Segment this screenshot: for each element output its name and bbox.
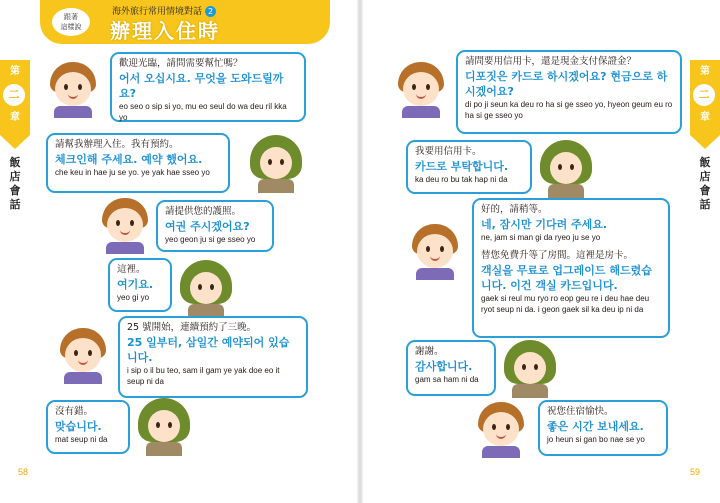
chinese-text: 替您免費升等了房間。這裡是房卡。 <box>481 250 634 261</box>
romanization-text: ne, jam si man gi da ryeo ju se yo <box>481 233 601 242</box>
clerk-avatar <box>476 402 526 458</box>
chapter-tab-left-arrow <box>0 135 30 149</box>
romanization-text: ka deu ro bu tak hap ni da <box>415 175 508 184</box>
romanization-text: jo heun si gan bo nae se yo <box>547 435 645 444</box>
romanization-text: i sip o il bu teo, sam il gam ye yak doe eo it seup ni da <box>127 366 280 386</box>
page-title: 辦理入住時 <box>110 19 220 43</box>
clerk-avatar <box>58 328 108 384</box>
clerk-avatar <box>396 62 446 118</box>
guest-avatar <box>138 398 190 456</box>
page-number-right: 59 <box>690 467 701 477</box>
clerk-avatar <box>48 62 98 118</box>
romanization-text: yeo gi yo <box>117 293 150 302</box>
korean-text: 좋은 시간 보내세요. <box>547 420 644 433</box>
romanization-text: di po ji seun ka deu ro ha si ge sseo yo, hyeon geum eu ro ha si ge sseo yo <box>465 100 673 120</box>
chinese-text: 請問要用信用卡，還是現金支付保證金？ <box>465 56 637 67</box>
chinese-text: 好的，請稍等。 <box>481 204 548 215</box>
korean-text: 카드로 부탁합니다. <box>415 160 509 173</box>
korean-text: 어서 오십시요. 무엇을 도와드릴까요? <box>119 72 284 100</box>
chinese-text: 沒有錯。 <box>55 406 94 417</box>
side-title-left: 飯店會話 <box>9 156 21 211</box>
korean-text: 감사합니다. <box>415 360 473 373</box>
korean-text: 체크인해 주세요. 예약 했어요. <box>55 153 203 166</box>
chinese-text: 這裡。 <box>117 264 146 275</box>
dialog-bubble <box>156 200 274 252</box>
side-title-right: 飯店會話 <box>699 156 711 211</box>
chinese-text: 歡迎光臨，請問需要幫忙嗎？ <box>119 58 243 69</box>
lesson-number-badge: 2 <box>205 6 216 17</box>
chinese-text: 請幫我辦理入住。我有預約。 <box>55 139 179 150</box>
romanization-text: gam sa ham ni da <box>415 375 479 384</box>
chapter-tab-left <box>0 60 30 135</box>
book-gutter <box>357 0 363 503</box>
romanization-text: mat seup ni da <box>55 435 108 444</box>
dialog-bubble-multi <box>472 198 670 338</box>
chapter-tab-right <box>690 60 720 135</box>
korean-text: 디포짓은 카드로 하시겠어요? 현금으로 하시겠어요? <box>465 70 668 98</box>
korean-text: 25 일부터, 삼일간 예약되어 있습니다. <box>127 336 290 364</box>
dialog-bubble <box>406 140 532 194</box>
korean-text: 맞습니다. <box>55 420 102 433</box>
header-badge <box>50 6 92 38</box>
page-number-left: 58 <box>18 467 29 477</box>
korean-text: 객실을 무료로 업그레이드 해드렸습니다. 이건 객실 카드입니다. <box>481 264 652 292</box>
romanization-text: che keu in hae ju se yo. ye yak hae sseo yo <box>55 168 210 177</box>
dialog-bubble <box>46 133 230 193</box>
dialog-bubble <box>118 316 308 398</box>
chinese-text: 請提供您的護照。 <box>165 206 242 217</box>
chapter-number: 二 <box>3 84 25 106</box>
dialog-bubble <box>110 52 306 122</box>
guest-avatar <box>504 340 556 398</box>
dialog-bubble <box>538 400 668 456</box>
korean-text: 여기요. <box>117 278 154 291</box>
chapter-label-top: 第 <box>10 66 20 77</box>
guest-avatar <box>180 260 232 318</box>
korean-text: 네, 잠시만 기다려 주세요. <box>481 218 608 231</box>
romanization-text: eo seo o sip si yo, mu eo seul do wa deu ril kka yo <box>119 102 287 122</box>
clerk-avatar <box>410 224 460 280</box>
dialog-bubble <box>456 50 682 134</box>
romanization-text: gaek si reul mu ryo ro eop geu re i deu hae deu ryot seup ni da. i geon gaek sil ka deu ip ni da <box>481 294 650 314</box>
dialog-bubble <box>46 400 130 454</box>
header-subtitle-text: 海外旅行常用情境對話 <box>112 7 203 17</box>
chinese-text: 25 號開始，連續預約了三晚。 <box>127 322 257 333</box>
header-badge-text: 跟著 這樣說 <box>60 13 82 31</box>
chapter-label-bottom: 章 <box>700 112 710 123</box>
chinese-text: 祝您住宿愉快。 <box>547 406 614 417</box>
chapter-label-top: 第 <box>700 66 710 77</box>
dialog-bubble <box>406 340 496 396</box>
chinese-text: 謝謝。 <box>415 346 444 357</box>
romanization-text: yeo geon ju si ge sseo yo <box>165 235 256 244</box>
guest-avatar <box>250 135 302 193</box>
korean-text: 여권 주시겠어요? <box>165 220 250 233</box>
clerk-avatar <box>100 198 150 254</box>
chapter-number: 二 <box>693 84 715 106</box>
dialog-bubble <box>108 258 172 312</box>
chapter-tab-right-arrow <box>690 135 720 149</box>
guest-avatar <box>540 140 592 198</box>
chapter-label-bottom: 章 <box>10 112 20 123</box>
chinese-text: 我要用信用卡。 <box>415 146 482 157</box>
